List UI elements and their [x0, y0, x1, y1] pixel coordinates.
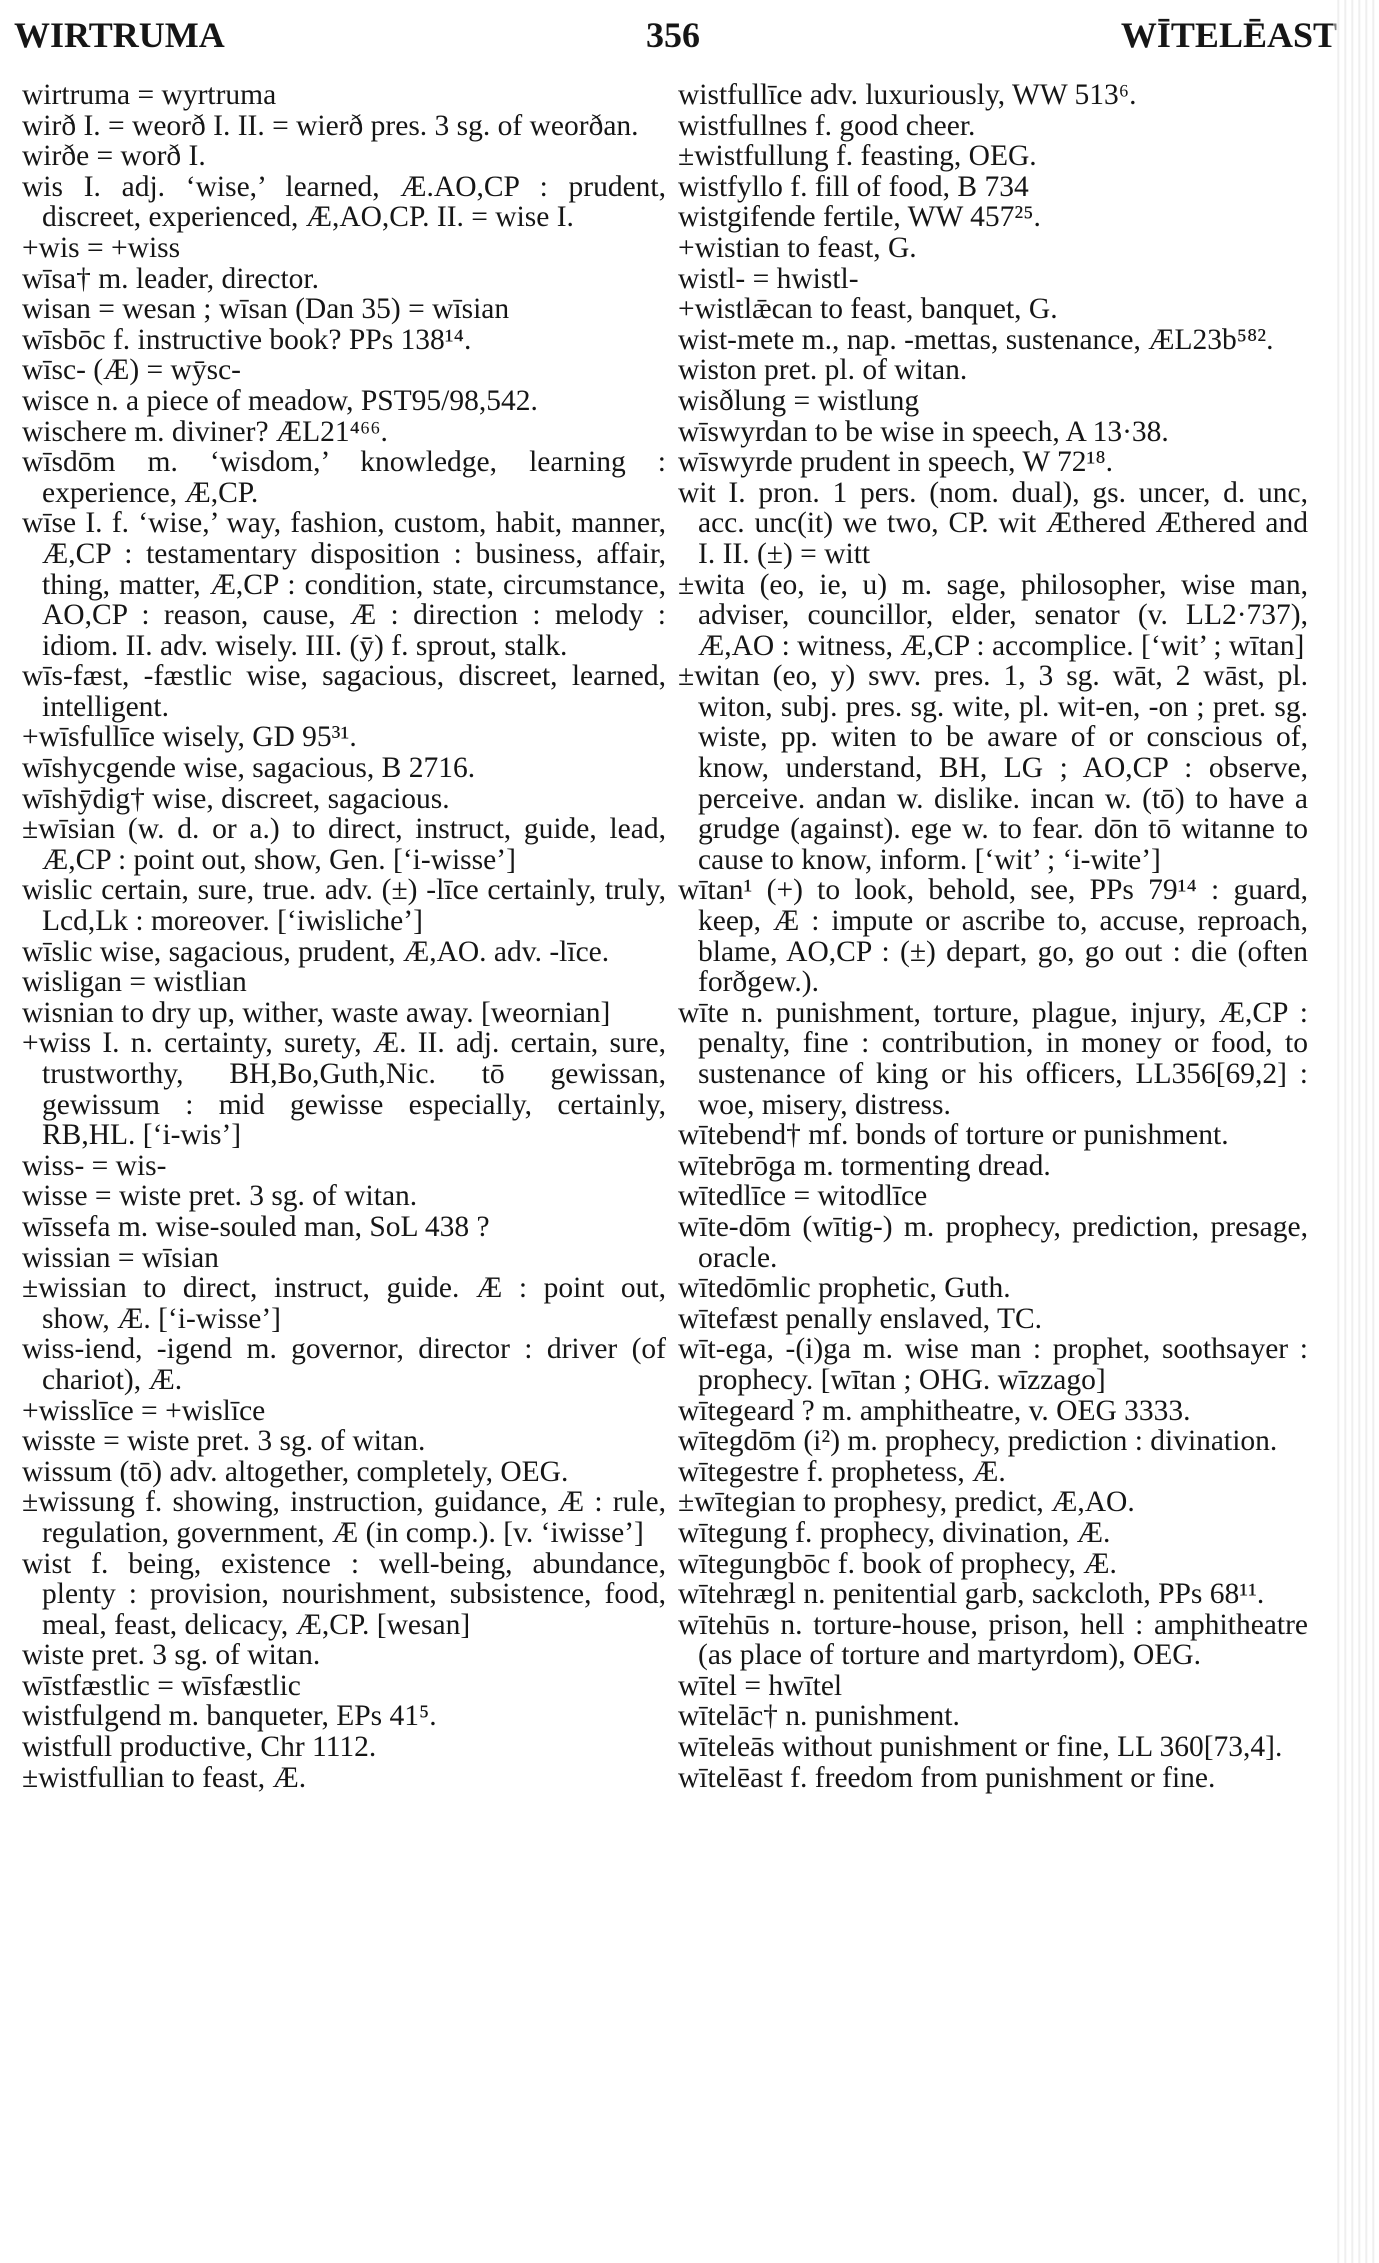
header-left-guideword: WIRTRUMA [14, 15, 225, 55]
dictionary-entry: +wīsfullīce wisely, GD 95³¹. [22, 721, 357, 754]
dictionary-entry: wīssefa m. wise-souled man, SoL 438 ? [22, 1210, 490, 1243]
dictionary-entry: wistl- = hwistl- [678, 262, 859, 295]
dictionary-entry: wischere m. diviner? ÆL21⁴⁶⁶. [22, 415, 388, 448]
dictionary-entry: wītedlīce = witodlīce [678, 1180, 928, 1213]
dictionary-entry: wīs-fæst, -fæstlic wise, sagacious, discreet, learned, intelligent. [22, 660, 666, 723]
running-header [14, 14, 1349, 62]
dictionary-entry: wīswyrdan to be wise in speech, A 13·38. [678, 415, 1169, 448]
dictionary-entry: wītelēast f. freedom from punishment or fine. [678, 1761, 1216, 1794]
dictionary-entry: wisðlung = wistlung [678, 384, 920, 417]
right-column [678, 80, 1308, 1793]
dictionary-entry: ±wistfullung f. feasting, OEG. [678, 140, 1037, 173]
dictionary-entry: wisligan = wistlian [22, 966, 247, 999]
dictionary-entry: wītegungbōc f. book of prophecy, Æ. [678, 1547, 1117, 1580]
dictionary-entry: wistfyllo f. fill of food, B 734 [678, 170, 1029, 203]
dictionary-entry: wīshycgende wise, sagacious, B 2716. [22, 752, 476, 785]
dictionary-entry: wīsdōm m. ‘wisdom,’ knowledge, learning : experience, Æ,CP. [22, 446, 666, 509]
dictionary-entry: wiss-iend, -igend m. governor, director : driver (of chariot), Æ. [22, 1333, 666, 1396]
dictionary-entry: wist-mete m., nap. -mettas, sustenance, ÆL23b⁵⁸². [678, 323, 1274, 356]
dictionary-entry: ±wītegian to prophesy, predict, Æ,AO. [678, 1486, 1135, 1519]
dictionary-entry: wistgifende fertile, WW 457²⁵. [678, 201, 1041, 234]
dictionary-entry: wītedōmlic prophetic, Guth. [678, 1272, 1011, 1305]
dictionary-entry: wistfullīce adv. luxuriously, WW 513⁶. [678, 79, 1137, 111]
dictionary-entry: wislic certain, sure, true. adv. (±) -līce certainly, truly, Lcd,Lk : moreover. [‘iwisliche’] [22, 874, 666, 938]
dictionary-entry: +wistlǣcan to feast, banquet, G. [678, 293, 1058, 326]
dictionary-entry: wītegeard ? m. amphitheatre, v. OEG 3333. [678, 1394, 1191, 1427]
dictionary-entry: ±wistfullian to feast, Æ. [22, 1761, 307, 1794]
dictionary-entry: wirð I. = weorð I. II. = wierð pres. 3 sg. of weorðan. [22, 109, 639, 142]
dictionary-entry: ±wīsian (w. d. or a.) to direct, instruct, guide, lead, Æ,CP : point out, show, Gen. [‘i-wisse’] [22, 813, 666, 876]
dictionary-entry: wītehūs n. torture-house, prison, hell : amphitheatre (as place of torture and martyrdom), OEG. [678, 1608, 1308, 1672]
dictionary-entry: wītebrōga m. tormenting dread. [678, 1149, 1051, 1182]
dictionary-entry: wiston pret. pl. of witan. [678, 354, 968, 387]
dictionary-entry: wīte-dōm (wītig-) m. prophecy, prediction, presage, oracle. [678, 1210, 1308, 1274]
dictionary-entry: wītegung f. prophecy, divination, Æ. [678, 1516, 1111, 1549]
dictionary-entry: wisse = wiste pret. 3 sg. of witan. [22, 1180, 418, 1213]
dictionary-entry: wīswyrde prudent in speech, W 72¹⁸. [678, 446, 1114, 479]
dictionary-entry: wiss- = wis- [22, 1149, 167, 1182]
dictionary-entry: +wiss I. n. certainty, surety, Æ. II. adj. certain, sure, trustworthy, BH,Bo,Guth,Nic. tō gewissan, gewissum : mid gewisse especially, certainly, RB,HL. [‘i-wis’] [22, 1027, 666, 1152]
dictionary-entry: wīsa† m. leader, director. [22, 262, 319, 295]
dictionary-entry: wissum (tō) adv. altogether, completely, OEG. [22, 1455, 569, 1488]
page-number: 356 [646, 15, 700, 55]
dictionary-entry: wit I. pron. 1 pers. (nom. dual), gs. uncer, d. unc, acc. unc(it) we two, CP. wit Æthered Æthered and I. II. (±) = witt [678, 476, 1308, 570]
dictionary-entry: +wisslīce = +wislīce [22, 1394, 266, 1427]
dictionary-entry: wītel = hwītel [678, 1669, 843, 1702]
dictionary-entry: wīte n. punishment, torture, plague, injury, Æ,CP : penalty, fine : contribution, in money or food, to sustenance of king or his officers, LL356[69,2] : woe, misery, distress. [678, 996, 1308, 1121]
dictionary-entry: wisan = wesan ; wīsan (Dan 35) = wīsian [22, 293, 510, 326]
dictionary-entry: wirðe = worð I. [22, 140, 206, 173]
dictionary-entry: wiste pret. 3 sg. of witan. [22, 1639, 321, 1672]
dictionary-entry: +wistian to feast, G. [678, 231, 917, 264]
dictionary-entry: wītefæst penally enslaved, TC. [678, 1302, 1043, 1335]
dictionary-entry: wisce n. a piece of meadow, PST95/98,542. [22, 384, 538, 417]
dictionary-entry: wistfulgend m. banqueter, EPs 41⁵. [22, 1700, 437, 1733]
dictionary-entry: wīse I. f. ‘wise,’ way, fashion, custom, habit, manner, Æ,CP : testamentary disposition : business, affair, thing, matter, Æ,CP : condition, state, circumstance, AO,CP : reason, cause, Æ : direction : melody : idiom. II. adv. wisely. III. (ȳ) f. sprout, stalk. [22, 507, 666, 662]
dictionary-entry: wītelāc† n. punishment. [678, 1700, 960, 1733]
dictionary-entry: wītehrægl n. penitential garb, sackcloth, PPs 68¹¹. [678, 1578, 1265, 1611]
dictionary-entry: wīt-ega, -(i)ga m. wise man : prophet, soothsayer : prophecy. [wītan ; OHG. wīzzago] [678, 1333, 1308, 1396]
dictionary-entry: wīteleās without punishment or fine, LL 360[73,4]. [678, 1731, 1283, 1764]
dictionary-entry: wītan¹ (+) to look, behold, see, PPs 79¹⁴ : guard, keep, Æ : impute or ascribe to, accuse, reproach, blame, AO,CP : (±) depart, go, go out : die (often forðgew.). [678, 874, 1308, 999]
dictionary-entry: wīslic wise, sagacious, prudent, Æ,AO. adv. -līce. [22, 935, 610, 968]
dictionary-entry: wītebend† mf. bonds of torture or punishment. [678, 1119, 1229, 1152]
header-right-guideword: WĪTELĒAST [1120, 15, 1337, 55]
dictionary-entry: wītegestre f. prophetess, Æ. [678, 1455, 1006, 1488]
dictionary-entry: wīshȳdig† wise, discreet, sagacious. [22, 782, 450, 815]
dictionary-entry: wistfullnes f. good cheer. [678, 109, 976, 142]
dictionary-entry: ±witan (eo, y) swv. pres. 1, 3 sg. wāt, 2 wāst, pl. witon, subj. pres. sg. wite, pl. wit-en, -on ; pret. sg. wiste, pp. witen to be aware of or conscious of, know, understand, BH, LG ; AO,CP : observe, perceive. andan w. dislike. incan w. (tō) to have a grudge (against). ege w. to fear. dōn tō witanne to cause to know, inform. [‘wit’ ; ‘i-wite’] [678, 660, 1308, 876]
left-column [22, 80, 666, 1793]
dictionary-entry: wīstfæstlic = wīsfæstlic [22, 1669, 301, 1702]
dictionary-entry: wisste = wiste pret. 3 sg. of witan. [22, 1425, 426, 1458]
dictionary-entry: ±wita (eo, ie, u) m. sage, philosopher, wise man, adviser, councillor, elder, senator (v. LL2·737), Æ,AO : witness, Æ,CP : accomplice. [‘wit’ ; wītan] [678, 568, 1308, 662]
dictionary-entry: wistfull productive, Chr 1112. [22, 1731, 377, 1764]
dictionary-entry: wirtruma = wyrtruma [22, 79, 277, 111]
dictionary-entry: ±wissian to direct, instruct, guide. Æ : point out, show, Æ. [‘i-wisse’] [22, 1272, 666, 1335]
dictionary-entry: wisnian to dry up, wither, waste away. [weornian] [22, 996, 611, 1029]
dictionary-entry: ±wissung f. showing, instruction, guidance, Æ : rule, regulation, government, Æ (in comp.). [v. ‘iwisse’] [22, 1486, 666, 1549]
dictionary-entry: wis I. adj. ‘wise,’ learned, Æ.AO,CP : prudent, discreet, experienced, Æ,AO,CP. II. = wise I. [22, 170, 666, 234]
dictionary-entry: +wis = +wiss [22, 231, 181, 264]
dictionary-entry: wist f. being, existence : well-being, abundance, plenty : provision, nourishment, subsistence, food, meal, feast, delicacy, Æ,CP. [wesan] [22, 1547, 666, 1641]
dictionary-entry: wissian = wīsian [22, 1241, 219, 1274]
page-edge-shadow [1333, 0, 1379, 2263]
dictionary-entry: wīsbōc f. instructive book? PPs 138¹⁴. [22, 323, 472, 356]
dictionary-entry: wīsc- (Æ) = wȳsc- [22, 354, 241, 387]
dictionary-entry: wītegdōm (i²) m. prophecy, prediction : divination. [678, 1425, 1278, 1458]
